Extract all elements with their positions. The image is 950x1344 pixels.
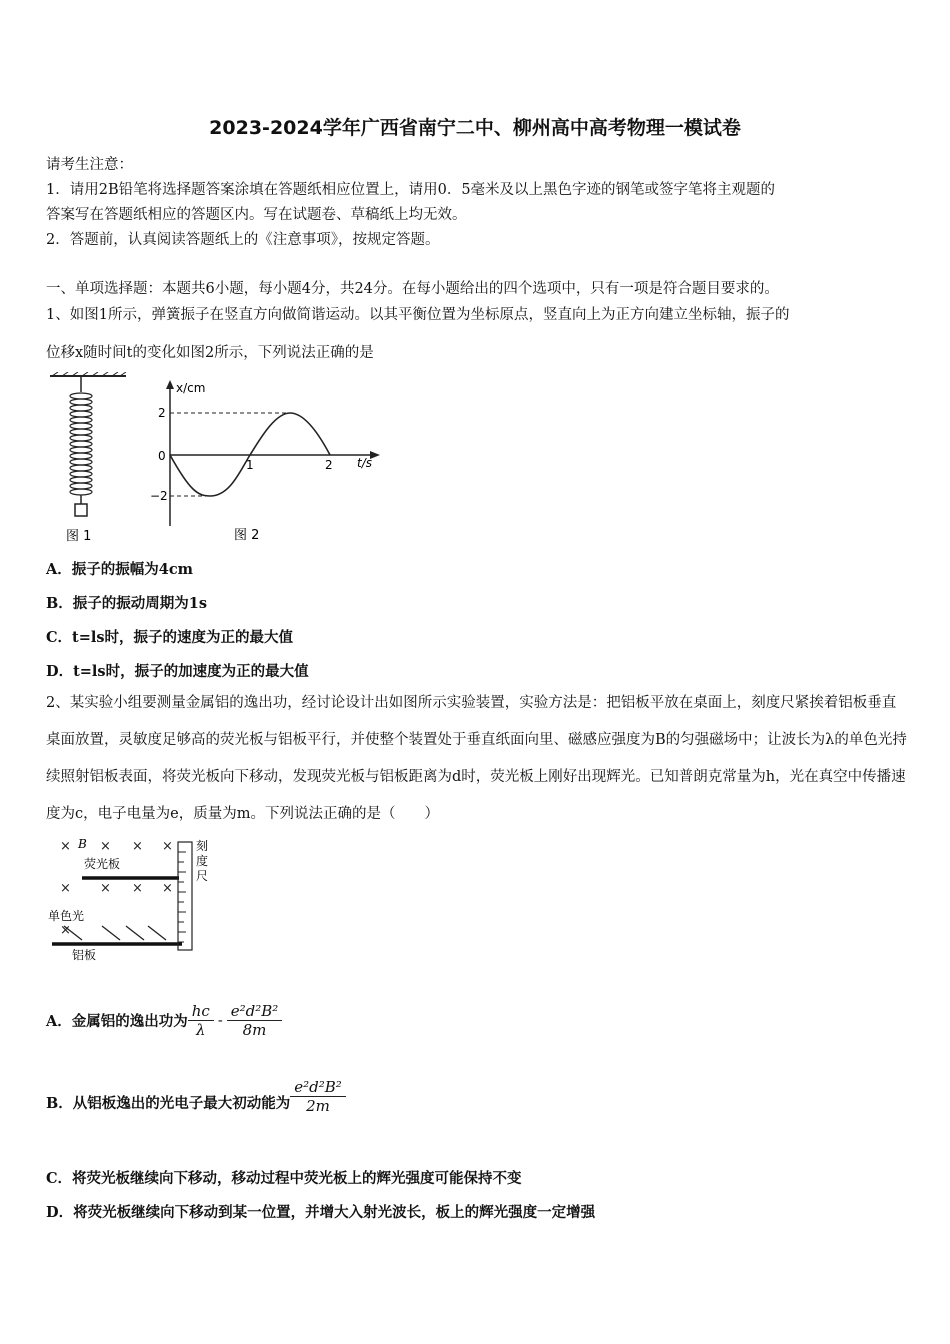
svg-text:×: ×: [132, 881, 143, 896]
frac1-num: hc: [188, 1002, 214, 1021]
q2-option-a: [46, 1002, 282, 1039]
plate-label: 铝板: [72, 948, 97, 962]
q2-option-b: [46, 1078, 346, 1121]
fracb-num: e²d²B²: [290, 1078, 346, 1097]
q2-option-c: C．将荧光板继续向下移动，移动过程中荧光板上的辉光强度可能保持不变: [46, 1170, 522, 1187]
q1-figure-2: [150, 376, 390, 548]
screen-label: 荧光板: [84, 857, 121, 871]
q1-option-a: A．振子的振幅为4cm: [46, 561, 194, 578]
q2-option-a-text: A．金属铝的逸出功为: [46, 1013, 188, 1030]
ruler-label-3: 尺: [196, 869, 209, 883]
svg-text:×: ×: [60, 923, 71, 938]
svg-text:×: ×: [60, 839, 71, 854]
field-b-label: B: [78, 837, 87, 851]
fraction-hc-lambda: [188, 1002, 214, 1039]
svg-text:×: ×: [162, 839, 173, 854]
q1-stem-line2: 位移x随时间t的变化如图2所示，下列说法正确的是: [46, 345, 374, 361]
frac2-den: 8m: [242, 1021, 267, 1039]
notice-heading: 请考生注意：: [46, 157, 133, 173]
fracb-den: 2m: [306, 1097, 330, 1115]
q1-figure-1: [44, 372, 134, 547]
svg-text:×: ×: [132, 839, 143, 854]
svg-text:×: ×: [60, 881, 71, 896]
tick-y-2: 2: [158, 406, 166, 420]
page-title: 2023-2024学年广西省南宁二中、柳州高中高考物理一模试卷: [209, 117, 741, 139]
tick-x-2: 2: [325, 458, 333, 472]
fig2-label: 图 2: [234, 528, 260, 543]
fraction-e2d2b2-2m: [290, 1078, 346, 1115]
section-heading: 一、单项选择题：本题共6小题，每小题4分，共24分。在每小题给出的四个选项中，只有一项是符合题目要求的。: [46, 281, 779, 297]
light-label: 单色光: [48, 909, 85, 923]
svg-text:×: ×: [100, 881, 111, 896]
axis-y-label: x/cm: [176, 381, 206, 395]
svg-text:×: ×: [162, 881, 173, 896]
q1-option-c: C．t=ls时，振子的速度为正的最大值: [46, 629, 294, 646]
q1-stem-line1: 1、如图1所示，弹簧振子在竖直方向做简谐运动。以其平衡位置为坐标原点，竖直向上为正方向建立坐标轴，振子的: [46, 307, 790, 323]
q1-option-b: B．振子的振动周期为1s: [46, 595, 208, 612]
q2-option-d: D．将荧光板继续向下移动到某一位置，并增大入射光波长，板上的辉光强度一定增强: [46, 1204, 596, 1221]
notice-item-2: 2．答题前，认真阅读答题纸上的《注意事项》，按规定答题。: [46, 232, 440, 248]
ruler-label-2: 度: [196, 854, 209, 868]
axis-x-label: t/s: [357, 456, 372, 470]
ruler-label-1: 刻: [196, 839, 209, 853]
q2-option-b-text: B．从铝板逸出的光电子最大初动能为: [46, 1095, 291, 1112]
frac2-num: e²d²B²: [227, 1002, 283, 1021]
fig1-label: 图 1: [66, 529, 92, 544]
frac1-den: λ: [196, 1021, 206, 1039]
tick-x-1: 1: [246, 458, 254, 472]
svg-text:×: ×: [100, 839, 111, 854]
q1-option-d: D．t=ls时，振子的加速度为正的最大值: [46, 663, 309, 680]
minus-sign: -: [217, 1012, 223, 1029]
q2-figure: [44, 834, 219, 964]
notice-item-1a: 1．请用2B铅笔将选择题答案涂填在答题纸相应位置上，请用0．5毫米及以上黑色字迹的钢笔或签字笔将主观题的: [46, 182, 776, 198]
q2-stem: 2、某实验小组要测量金属铝的逸出功，经讨论设计出如图所示实验装置，实验方法是：把铝板平放在桌面上，刻度尺紧挨着铝板垂直桌面放置，灵敏度足够高的荧光板与铝板平行，并使整个装置处于垂直纸面向里、磁感应强度为B的匀强磁场中；让波长为λ的单色光持续照射铝板表面，将荧光板向下移动，发现荧光板与铝板距离为d时，荧光板上刚好出现辉光。已知普朗克常量为h，光在真空中传播速度为c，电子电量为e，质量为m。下列说法正确的是（ ）: [46, 695, 907, 822]
fraction-e2d2b2-8m: [227, 1002, 283, 1039]
notice-item-1b: 答案写在答题纸相应的答题区内。写在试题卷、草稿纸上均无效。: [46, 207, 467, 223]
tick-y-0: 0: [158, 449, 166, 463]
tick-y-neg2: −2: [150, 489, 168, 503]
